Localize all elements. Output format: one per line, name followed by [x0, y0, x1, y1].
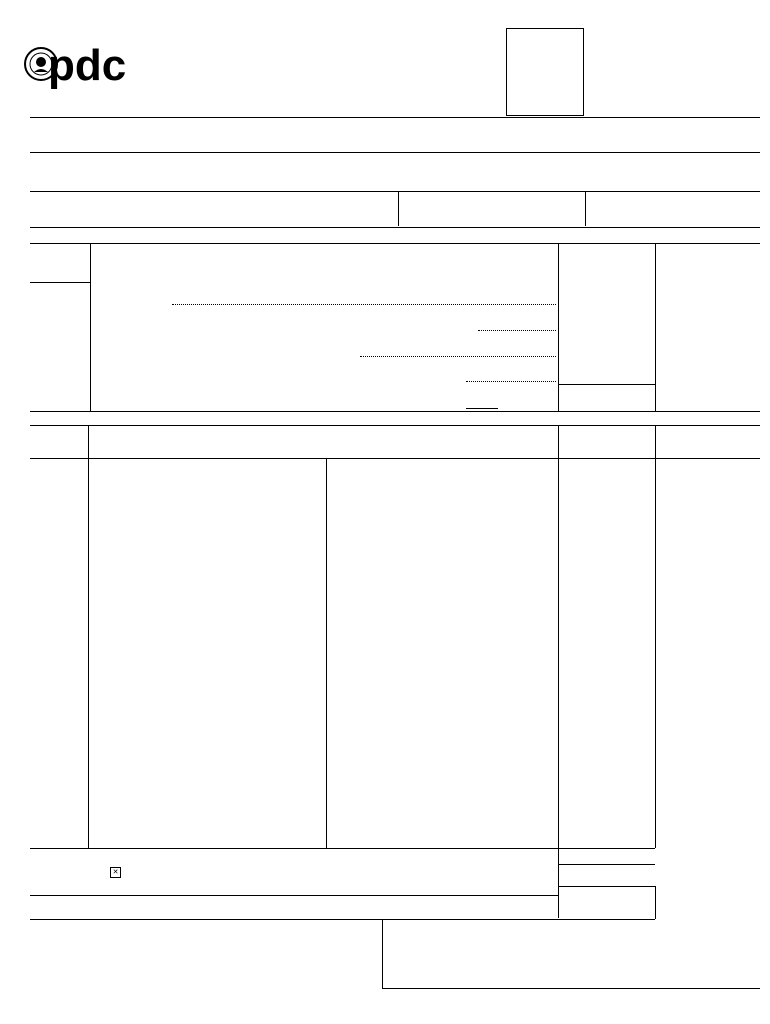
additional-pages-checkbox[interactable]: ✕	[110, 867, 121, 878]
logo-text: pdc	[48, 41, 127, 90]
form-code-box	[506, 28, 584, 116]
pdc-logo	[22, 40, 132, 90]
